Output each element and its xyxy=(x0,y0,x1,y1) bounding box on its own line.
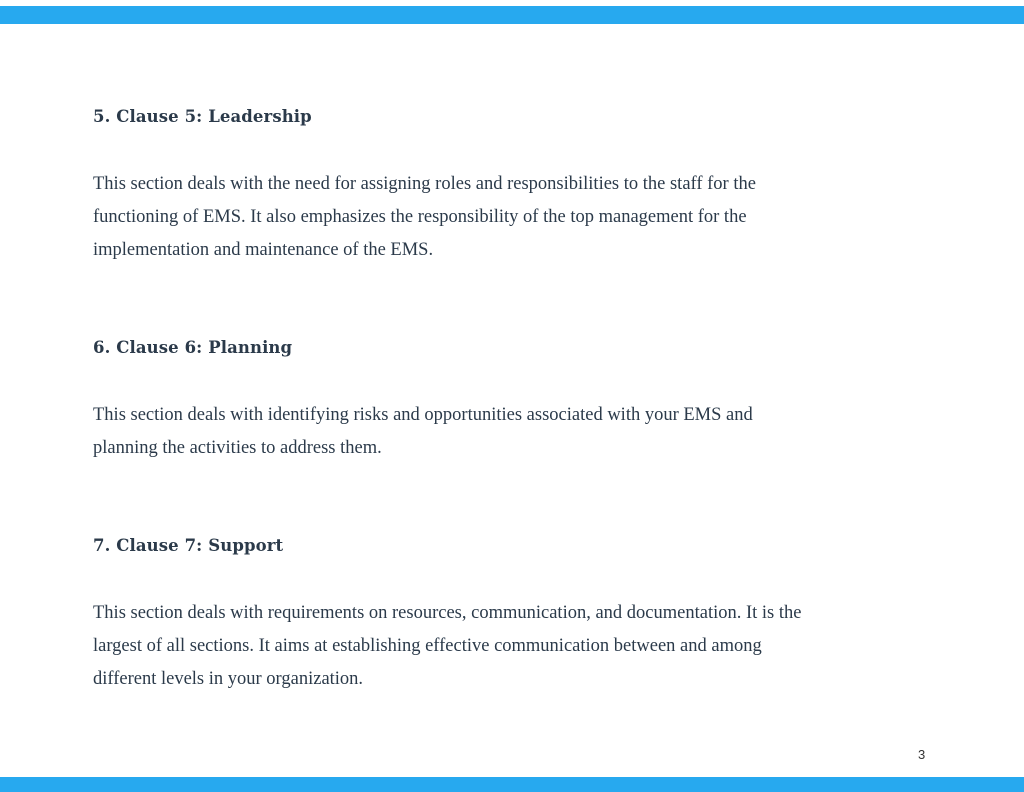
top-accent-band xyxy=(0,6,1024,24)
section-body-clause-6 xyxy=(93,399,933,465)
section-heading-clause-5: 5. Clause 5: Leadership xyxy=(93,107,312,126)
page-number: 3 xyxy=(918,747,926,762)
body-line: implementation and maintenance of the EMS. xyxy=(93,240,434,260)
body-line: largest of all sections. It aims at establishing effective communication between and among xyxy=(93,636,762,656)
body-line: This section deals with identifying risks and opportunities associated with your EMS and xyxy=(93,405,753,425)
section-body-clause-7 xyxy=(93,597,933,696)
body-line: This section deals with the need for assigning roles and responsibilities to the staff for the xyxy=(93,174,756,194)
section-heading-clause-6: 6. Clause 6: Planning xyxy=(93,338,293,357)
body-line: functioning of EMS. It also emphasizes the responsibility of the top management for the xyxy=(93,207,747,227)
body-line: This section deals with requirements on resources, communication, and documentation. It is the xyxy=(93,603,802,623)
body-line: different levels in your organization. xyxy=(93,669,364,689)
bottom-accent-band xyxy=(0,777,1024,792)
body-line: planning the activities to address them. xyxy=(93,438,382,458)
section-body-clause-5 xyxy=(93,168,933,267)
section-heading-clause-7: 7. Clause 7: Support xyxy=(93,536,284,555)
